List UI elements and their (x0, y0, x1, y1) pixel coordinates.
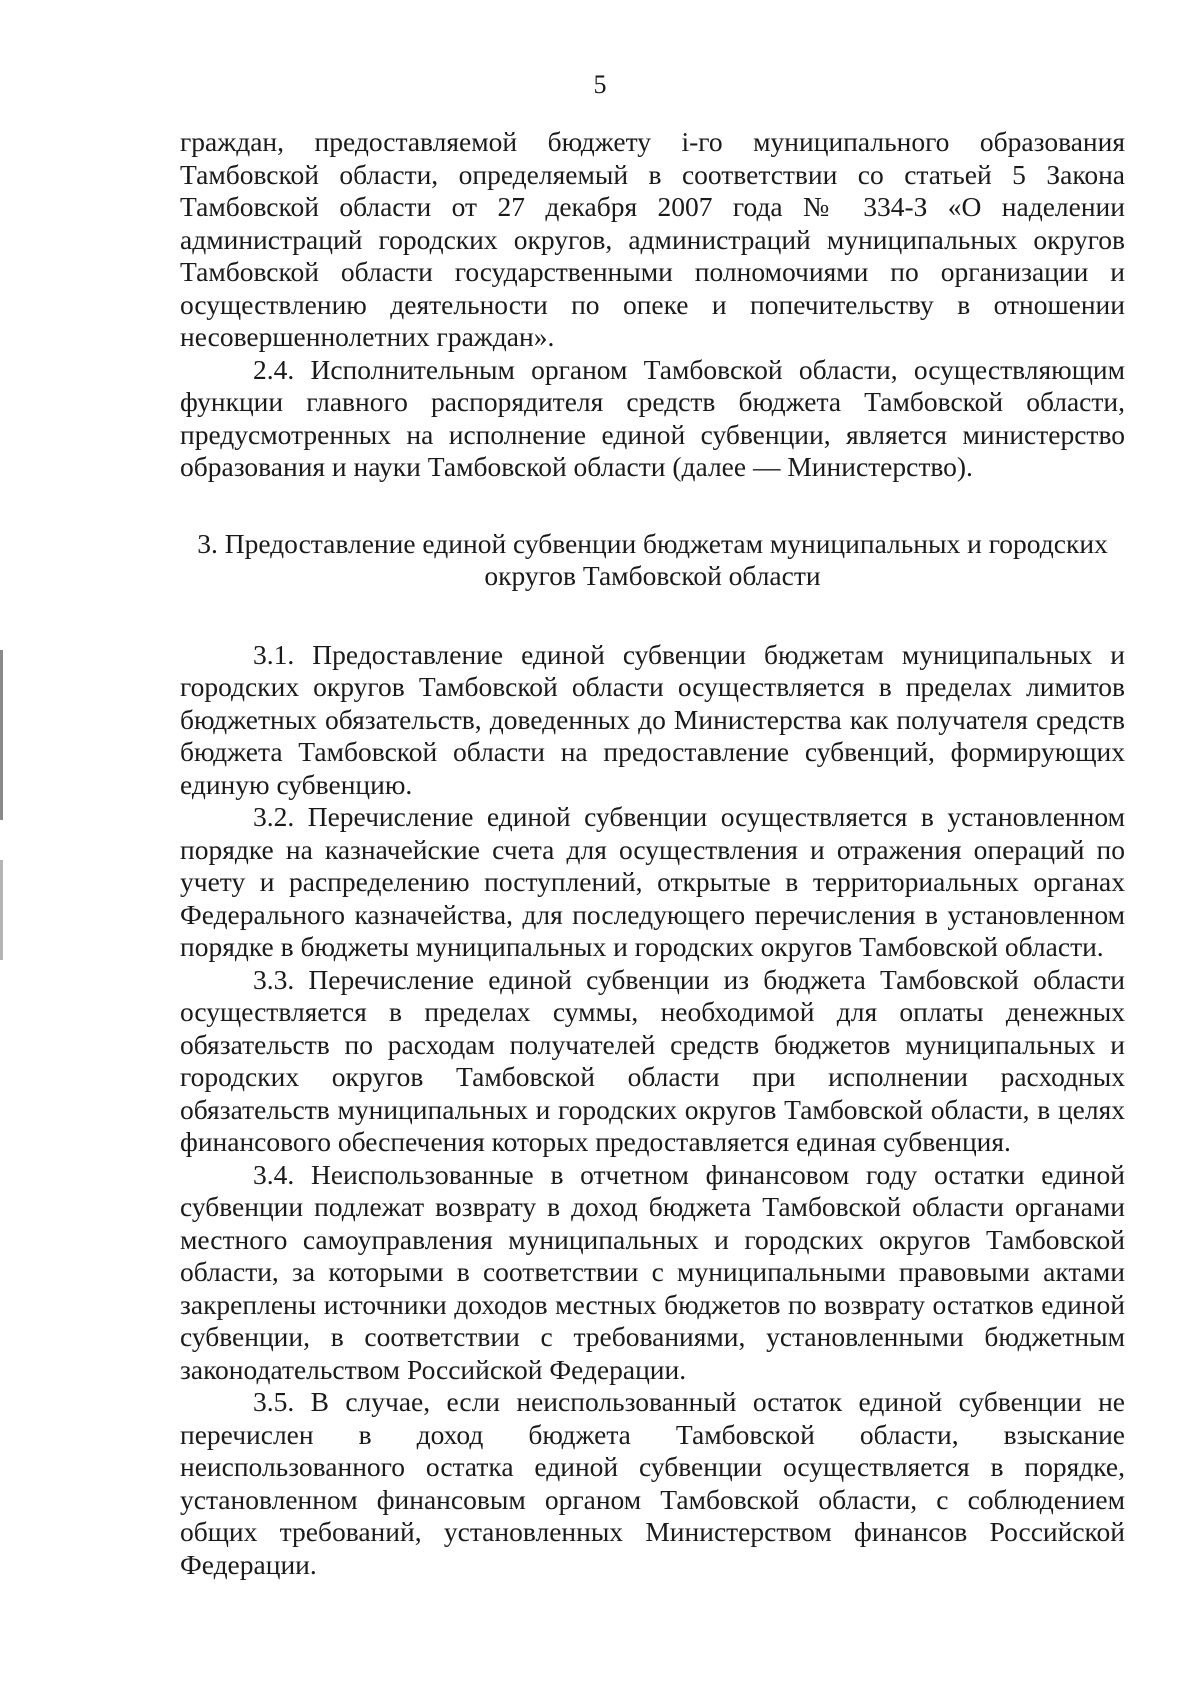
paragraph-2-4: 2.4. Исполнительным органом Тамбовской области, осуществляющим функции главного распорядителя средств бюджета Тамбовской области, предусмотренных на исполнение единой субвенции, является министерство образования и науки Тамбовской области (далее — Министерство). (180, 353, 1125, 482)
scan-edge-mark (0, 860, 3, 960)
paragraph-3-4: 3.4. Неиспользованные в отчетном финансовом году остатки единой субвенции подлежат возврату в доход бюджета Тамбовской области органами местного самоуправления муниципальных и городских округов Тамбовской области, за которыми в соответствии с муниципальными правовыми актами закреплены источники доходов местных бюджетов по возврату остатков единой субвенции, в соответствии с требованиями, установленными бюджетным законодательством Российской Федерации. (180, 1158, 1125, 1385)
scan-edge-mark (0, 650, 3, 820)
paragraph-3-5: 3.5. В случае, если неиспользованный остаток единой субвенции не перечислен в доход бюджета Тамбовской области, взыскание неиспользованного остатка единой субвенции осуществляется в порядке, установленном финансовым органом Тамбовской области, с соблюдением общих требований, установленных Министерством финансов Российской Федерации. (180, 1386, 1125, 1580)
paragraph-3-1: 3.1. Предоставление единой субвенции бюджетам муниципальных и городских округов Тамбовской области осуществляется в пределах лимитов бюджетных обязательств, доведенных до Министерства как получателя средств бюджета Тамбовской области на предоставление субвенций, формирующих единую субвенцию. (180, 638, 1125, 800)
paragraph-3-2: 3.2. Перечисление единой субвенции осуществляется в установленном порядке на казначейские счета для осуществления и отражения операций по учету и распределению поступлений, открытые в территориальных органах Федерального казначейства, для последующего перечисления в установленном порядке в бюджеты муниципальных и городских округов Тамбовской области. (180, 801, 1125, 962)
page-number: 5 (593, 70, 607, 99)
section-heading: 3. Предоставление единой субвенции бюджетам муниципальных и городских округов Тамбовской области (197, 527, 1108, 591)
paragraph-continuation: граждан, предоставляемой бюджету i-го муниципального образования Тамбовской области, определяемый в соответствии со статьей 5 Закона Тамбовской области от 27 декабря 2007 года № 334-З «О наделении администраций городских округов, администраций муниципальных округов Тамбовской области государственными полномочиями по организации и осуществлению деятельности по опеке и попечительству в отношении несовершеннолетних граждан». (180, 126, 1125, 352)
document-body (180, 126, 1125, 1581)
paragraph-3-3: 3.3. Перечисление единой субвенции из бюджета Тамбовской области осуществляется в пределах суммы, необходимой для оплаты денежных обязательств по расходам получателей средств бюджетов муниципальных и городских округов Тамбовской области при исполнении расходных обязательств муниципальных и городских округов Тамбовской области, в целях финансового обеспечения которых предоставляется единая субвенция. (180, 963, 1125, 1157)
